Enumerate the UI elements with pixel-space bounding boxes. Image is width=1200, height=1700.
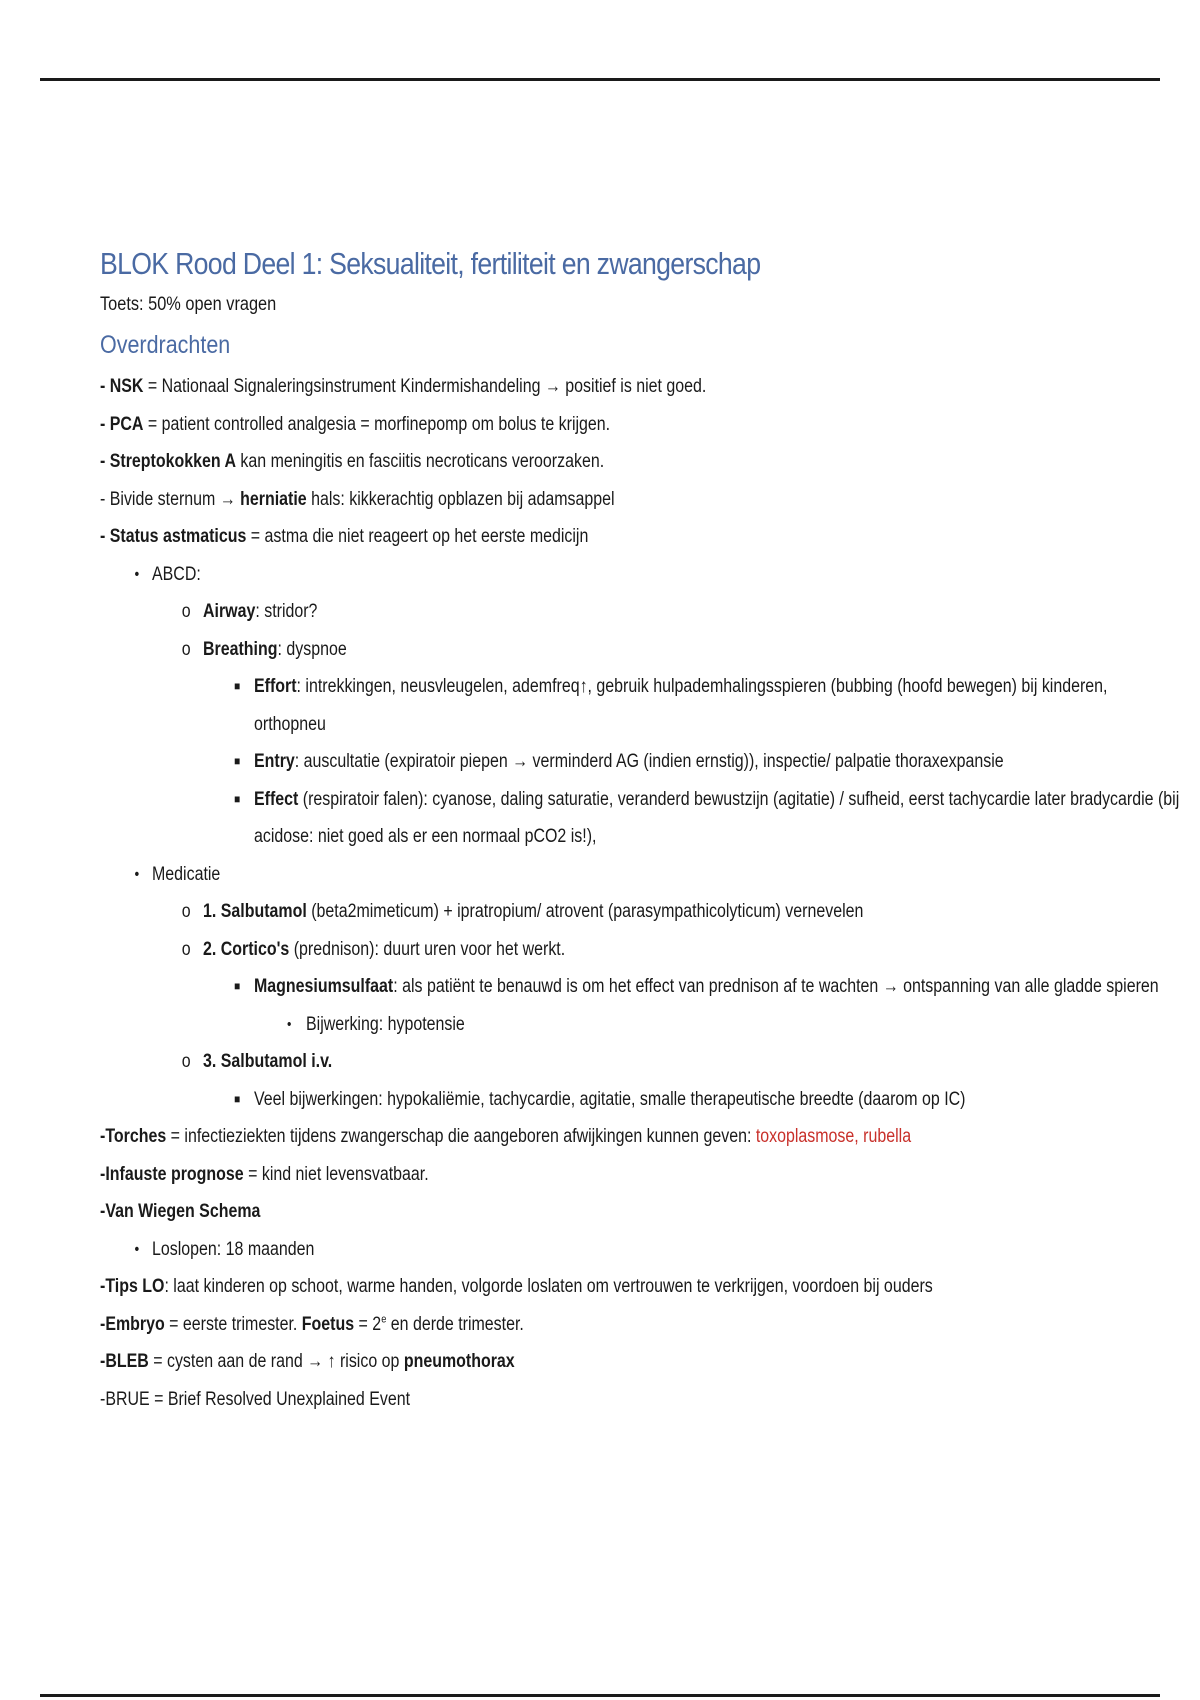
list-item: -Tips LO: laat kinderen op schoot, warme handen, volgorde loslaten om vertrouwen te verkrijgen, voordoen bij ouders: [100, 1276, 933, 1297]
square-bullet-icon: ■: [234, 791, 241, 806]
list-item: • Bijwerking: hypotensie: [306, 1006, 998, 1044]
list-item-continuation: orthopneu: [254, 713, 326, 735]
list-item: -Infauste prognose = kind niet levensvatbaar.: [100, 1163, 429, 1185]
list-item: ■ Veel bijwerkingen: hypokaliëmie, tachycardie, agitatie, smalle therapeutische breedte (daarom op IC): [254, 1081, 990, 1119]
bullet-icon: •: [134, 1240, 140, 1258]
list-item: - PCA = patient controlled analgesia = morfinepomp om bolus te krijgen.: [100, 413, 611, 435]
list-item: -BRUE = Brief Resolved Unexplained Event: [100, 1388, 411, 1410]
list-item: • ABCD:: [152, 556, 974, 594]
square-bullet-icon: ■: [234, 1091, 241, 1106]
circle-bullet-icon: o: [181, 601, 191, 622]
list-item: -BLEB = cysten aan de rand → ↑ risico op pneumothorax: [100, 1351, 515, 1372]
list-item: - Streptokokken A kan meningitis en fasciitis necroticans veroorzaken.: [100, 451, 605, 472]
list-item: ■ Effort: intrekkingen, neusvleugelen, ademfreq↑, gebruik hulpademhalingsspieren (bubbing (hoofd bewegen) bij kinderen,: [254, 668, 990, 706]
circle-bullet-icon: o: [181, 1051, 191, 1072]
list-item: - Status astmaticus = astma die niet reageert op het eerste medicijn: [100, 526, 589, 547]
document-title: BLOK Rood Deel 1: Seksualiteit, fertiliteit en zwangerschap: [100, 246, 761, 281]
circle-bullet-icon: o: [181, 938, 191, 960]
list-item: o 2. Cortico's (prednison): duurt uren voor het werkt.: [203, 931, 982, 969]
list-item: -Embryo = eerste trimester. Foetus = $2^e$ en derde trimester.: [100, 1313, 524, 1335]
list-item: ■ Effect (respiratoir falen): cyanose, daling saturatie, veranderd bewustzijn (agitatie) / sufheid, eerst tachycardie later bradycardie (bij: [254, 781, 990, 819]
list-item: ■ Magnesiumsulfaat: als patiënt te benauwd is om het effect van prednison af te wachten → ontspanning van alle gladde spieren: [254, 968, 990, 1006]
bullet-icon: •: [134, 865, 140, 883]
circle-bullet-icon: o: [181, 901, 191, 922]
list-item-continuation: acidose: niet goed als er een normaal pCO2 is!),: [254, 826, 597, 847]
square-bullet-icon: ■: [234, 979, 241, 993]
bottom-rule: [40, 1694, 1160, 1697]
list-item: -Torches = infectieziekten tijdens zwangerschap die aangeboren afwijkingen kunnen geven: toxoplasmose, rubella: [100, 1126, 912, 1147]
list-item: -Van Wiegen Schema: [100, 1201, 261, 1222]
list-item: o Airway: stridor?: [203, 593, 982, 631]
circle-bullet-icon: o: [181, 638, 191, 660]
list-item: • Medicatie: [152, 856, 974, 894]
document-body: [100, 240, 1180, 1418]
list-item: o Breathing: dyspnoe: [203, 631, 982, 669]
bullet-icon: •: [286, 1015, 292, 1033]
list-item: - Bivide sternum → herniatie hals: kikkerachtig opblazen bij adamsappel: [100, 488, 615, 510]
square-bullet-icon: ■: [234, 754, 241, 768]
top-rule: [40, 78, 1160, 81]
list-item: • Loslopen: 18 maanden: [152, 1231, 974, 1269]
exam-info: Toets: 50% open vragen: [100, 294, 277, 315]
list-item: o 1. Salbutamol (beta2mimeticum) + ipratropium/ atrovent (parasympathicolyticum) vernevelen: [203, 893, 982, 931]
section-heading: Overdrachten: [100, 331, 231, 359]
bullet-icon: •: [134, 565, 140, 583]
list-item: ■ Entry: auscultatie (expiratoir piepen → verminderd AG (indien ernstig)), inspectie/ palpatie thoraxexpansie: [254, 743, 990, 781]
list-item: o 3. Salbutamol i.v.: [203, 1043, 982, 1081]
list-item: - NSK = Nationaal Signaleringsinstrument Kindermishandeling → positief is niet goed.: [100, 376, 707, 397]
square-bullet-icon: ■: [234, 679, 241, 693]
